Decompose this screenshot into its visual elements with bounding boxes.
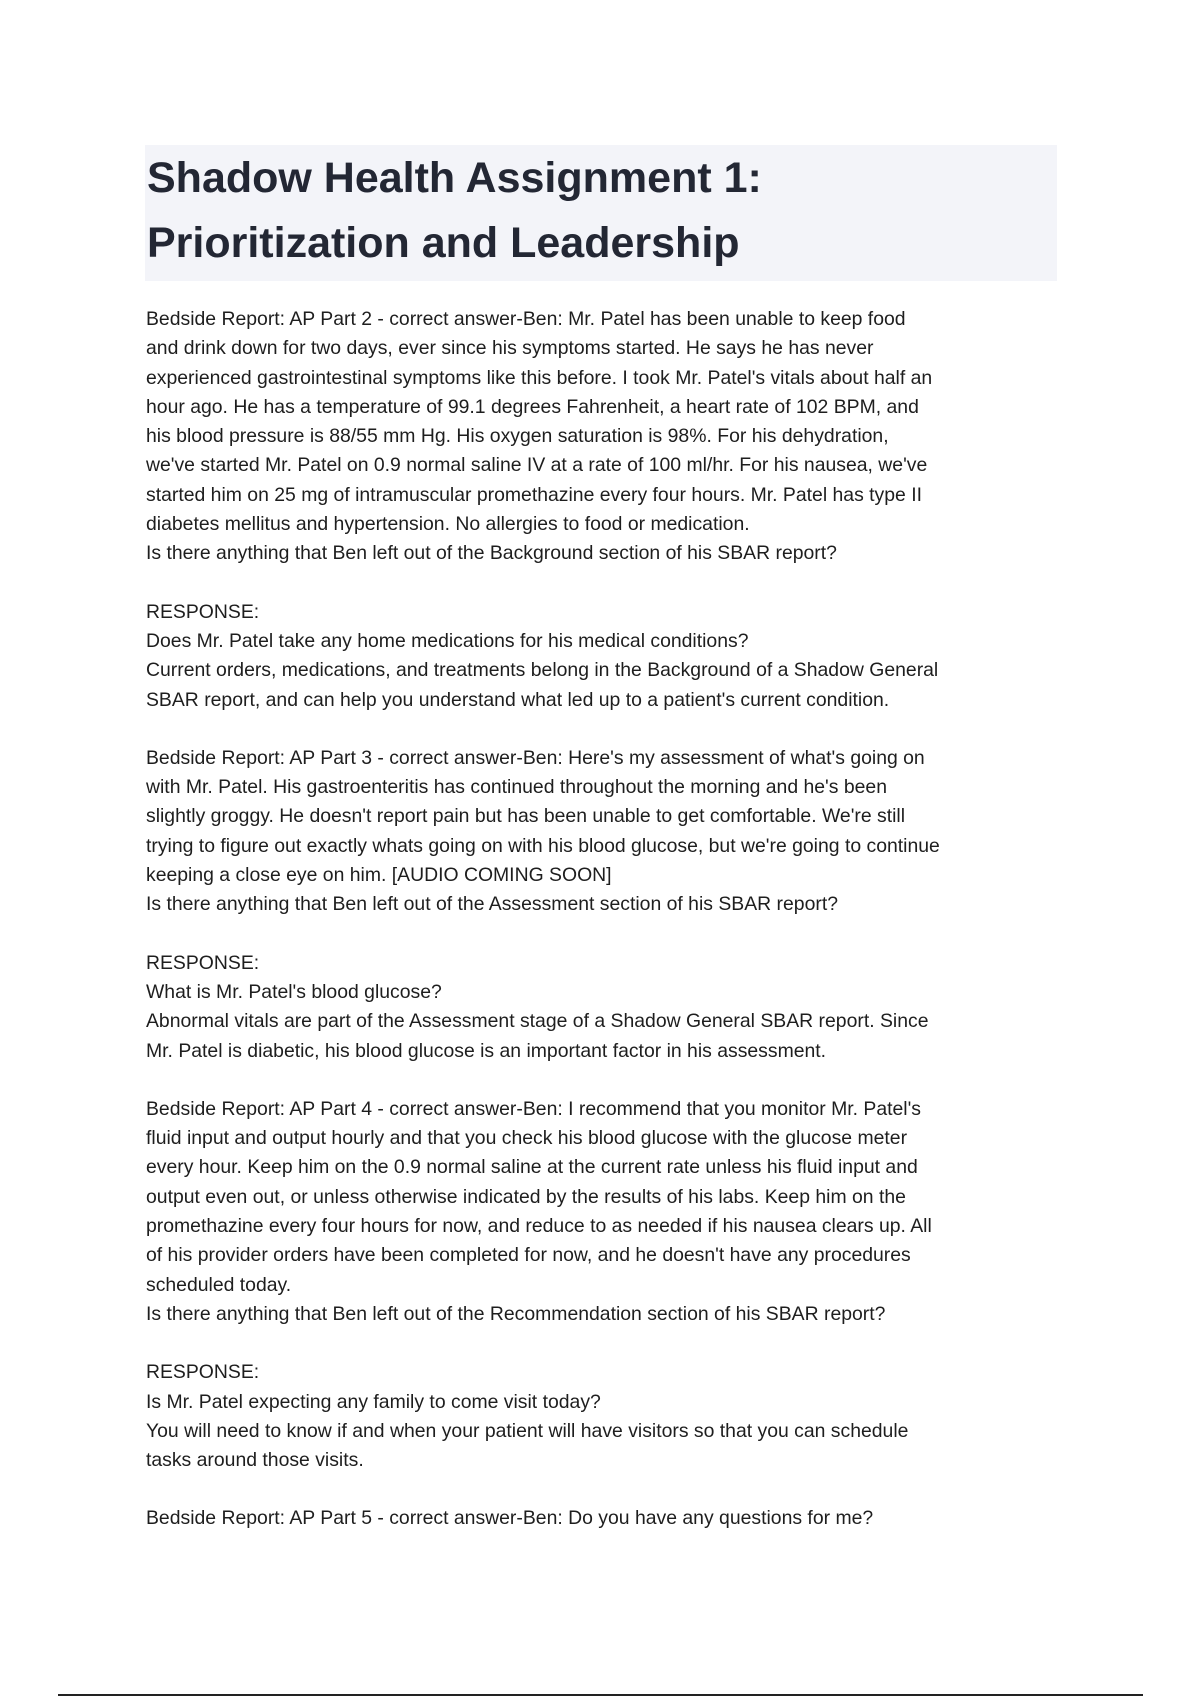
text-line: and drink down for two days, ever since his symptoms started. He says he has never: [146, 337, 874, 360]
text-line: with Mr. Patel. His gastroenteritis has continued throughout the morning and he's been: [146, 776, 887, 799]
response-label: RESPONSE:: [146, 600, 260, 623]
text-line: Current orders, medications, and treatments belong in the Background of a Shadow General: [146, 659, 939, 682]
text-line: Bedside Report: AP Part 5 - correct answer-Ben: Do you have any questions for me?: [146, 1507, 874, 1530]
text-line: output even out, or unless otherwise indicated by the results of his labs. Keep him on the: [146, 1185, 906, 1208]
text-line: Mr. Patel is diabetic, his blood glucose is an important factor in his assessment.: [146, 1039, 827, 1062]
response-answer: Is Mr. Patel expecting any family to come visit today?: [146, 1390, 601, 1413]
response-part-4: [146, 1358, 1076, 1475]
text-line: started him on 25 mg of intramuscular promethazine every four hours. Mr. Patel has type II: [146, 483, 922, 506]
text-line: promethazine every four hours for now, and reduce to as needed if his nausea clears up. All: [146, 1215, 932, 1238]
text-line: Bedside Report: AP Part 2 - correct answer-Ben: Mr. Patel has been unable to keep food: [146, 308, 906, 330]
text-line: experienced gastrointestinal symptoms like this before. I took Mr. Patel's vitals about half an: [146, 366, 933, 389]
text-line: SBAR report, and can help you understand what led up to a patient's current condition.: [146, 688, 890, 711]
response-part-2: [146, 598, 1076, 715]
text-line: every hour. Keep him on the 0.9 normal saline at the current rate unless his fluid input and: [146, 1156, 918, 1179]
document-body: [146, 305, 1076, 1563]
text-line: slightly groggy. He doesn't report pain but has been unable to get comfortable. We're still: [146, 805, 906, 828]
text-line: tasks around those visits.: [146, 1449, 364, 1472]
text-line: Bedside Report: AP Part 3 - correct answer-Ben: Here's my assessment of what's going on: [146, 746, 925, 769]
question-line: Is there anything that Ben left out of the Background section of his SBAR report?: [146, 542, 837, 565]
paragraph-part-3-report: [146, 744, 1076, 920]
question-line: Is there anything that Ben left out of the Recommendation section of his SBAR report?: [146, 1302, 886, 1325]
page-title-line-2: Prioritization and Leadership: [147, 219, 740, 267]
text-line: trying to figure out exactly whats going on with his blood glucose, but we're going to continue: [146, 834, 940, 857]
response-answer: Does Mr. Patel take any home medications for his medical conditions?: [146, 629, 749, 652]
text-line: Abnormal vitals are part of the Assessment stage of a Shadow General SBAR report. Since: [146, 1010, 929, 1033]
text-line: of his provider orders have been completed for now, and he doesn't have any procedures: [146, 1244, 911, 1267]
text-line: fluid input and output hourly and that you check his blood glucose with the glucose meter: [146, 1127, 908, 1150]
text-line: we've started Mr. Patel on 0.9 normal saline IV at a rate of 100 ml/hr. For his nausea, we've: [146, 454, 928, 477]
paragraph-part-4-report: [146, 1095, 1076, 1329]
text-line: diabetes mellitus and hypertension. No allergies to food or medication.: [146, 513, 750, 536]
footer-divider: [58, 1694, 1143, 1696]
text-line: Bedside Report: AP Part 4 - correct answer-Ben: I recommend that you monitor Mr. Patel's: [146, 1097, 921, 1120]
response-label: RESPONSE:: [146, 1361, 260, 1384]
text-line: You will need to know if and when your patient will have visitors so that you can schedule: [146, 1419, 909, 1442]
question-line: Is there anything that Ben left out of the Assessment section of his SBAR report?: [146, 893, 838, 916]
paragraph-part-2-report: [146, 305, 1076, 569]
text-line: keeping a close eye on him. [AUDIO COMING SOON]: [146, 864, 612, 887]
paragraph-part-5-report: [146, 1504, 1076, 1533]
page-title-line-1: Shadow Health Assignment 1:: [147, 154, 762, 202]
response-label: RESPONSE:: [146, 951, 260, 974]
title-block: [145, 145, 1057, 281]
text-line: his blood pressure is 88/55 mm Hg. His oxygen saturation is 98%. For his dehydration,: [146, 425, 889, 448]
response-answer: What is Mr. Patel's blood glucose?: [146, 980, 442, 1003]
text-line: scheduled today.: [146, 1273, 292, 1296]
response-part-3: [146, 949, 1076, 1066]
text-line: hour ago. He has a temperature of 99.1 degrees Fahrenheit, a heart rate of 102 BPM, and: [146, 395, 919, 418]
